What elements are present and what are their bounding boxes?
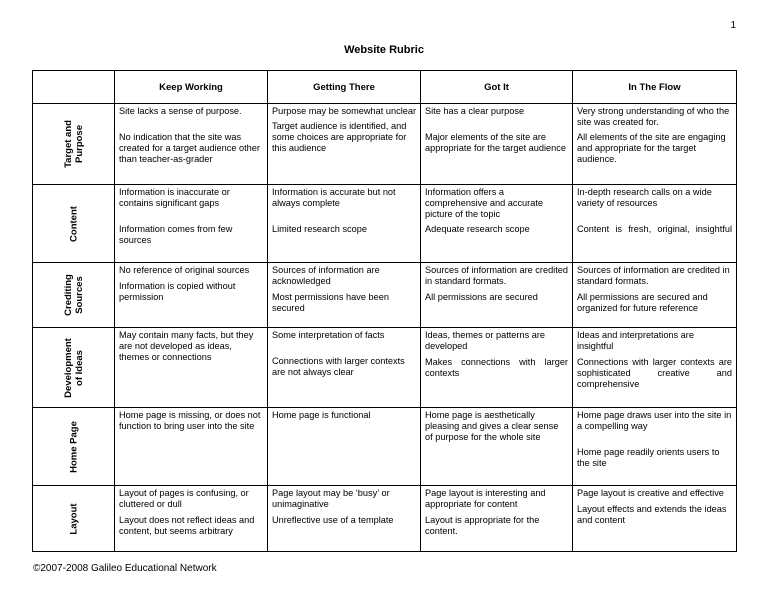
criterion-text: Information is copied without permission [119,281,236,302]
criterion-text: Sources of information are credited in standard formats. [577,265,730,286]
criterion-text: Information is inaccurate or contains significant gaps [119,187,230,208]
criterion-text: Page layout is creative and effective [577,488,724,498]
criterion-text: Information comes from few sources [119,224,233,245]
criterion-text: Adequate research scope [425,224,530,234]
column-header: In The Flow [573,71,737,104]
criterion-text: Ideas, themes or patterns are developed [425,330,546,351]
rubric-cell [115,263,268,328]
criterion-text: In-depth research calls on a wide variety of resources [577,187,712,208]
criterion-text: Home page is functional [272,410,371,420]
header-row [33,71,737,104]
criterion-text: Target audience is identified, and some choices are appropriate for this audience [272,121,407,153]
rubric-cell [268,408,421,486]
criterion-text: All permissions are secured [425,292,538,302]
rubric-cell [421,104,573,185]
rubric-row-crediting-sources [33,263,737,328]
row-header [33,263,115,328]
rubric-cell [573,486,737,552]
row-label: Layout [68,502,79,535]
criterion-text: May contain many facts, but they are not developed as ideas, themes or connections [119,330,254,362]
rubric-cell [115,408,268,486]
rubric-cell [268,328,421,408]
rubric-cell [268,104,421,185]
criterion-text: Connections with larger contexts are not always clear [272,356,405,377]
criterion-text: Home page draws user into the site in a compelling way [577,410,732,431]
column-header: Got It [421,71,573,104]
criterion-text: Unreflective use of a template [272,515,394,525]
rubric-cell [421,328,573,408]
criterion-text: Very strong understanding of who the site was created for. [577,106,730,127]
rubric-cell [421,185,573,263]
row-header [33,486,115,552]
rubric-cell [573,185,737,263]
criterion-text: Home page readily orients users to the site [577,447,720,468]
rubric-row-content [33,185,737,263]
criterion-text: Page layout is interesting and appropriate for content [425,488,546,509]
criterion-text: Home page is aesthetically pleasing and gives a clear sense of purpose for the whole site [425,410,559,442]
row-label: Target and Purpose [62,120,85,168]
rubric-cell [421,486,573,552]
criterion-text: Page layout may be ‘busy’ or unimaginative [272,488,390,509]
rubric-cell [268,486,421,552]
criterion-text: Site has a clear purpose [425,106,525,116]
copyright-footer: ©2007-2008 Galileo Educational Network [33,563,217,574]
rubric-row-target-purpose [33,104,737,185]
criterion-text: Ideas and interpretations are insightful [577,330,694,351]
rubric-cell [573,328,737,408]
criterion-text: All permissions are secured and organized for future reference [577,292,708,313]
rubric-cell [268,185,421,263]
criterion-text: Sources of information are acknowledged [272,265,380,286]
criterion-text: Purpose may be somewhat unclear [272,106,417,116]
rubric-cell [573,408,737,486]
row-label: Home Page [68,420,79,473]
rubric-table [32,70,737,552]
rubric-cell [268,263,421,328]
criterion-text: Home page is missing, or does not function to bring user into the site [119,410,261,431]
row-label: Development of Ideas [62,337,85,398]
criterion-text: Some interpretation of facts [272,330,385,340]
row-header [33,104,115,185]
criterion-text: Layout is appropriate for the content. [425,515,540,536]
criterion-text: No indication that the site was created for a target audience other than teacher-as-grader [119,132,260,164]
header-corner [33,71,115,104]
rubric-cell [421,263,573,328]
criterion-text: Site lacks a sense of purpose. [119,106,242,116]
rubric-cell [573,263,737,328]
row-header [33,408,115,486]
document-title: Website Rubric [344,44,424,56]
row-header [33,328,115,408]
row-header [33,185,115,263]
criterion-text: Most permissions have been secured [272,292,389,313]
column-header: Getting There [268,71,421,104]
row-label: Crediting Sources [62,274,85,316]
criterion-text: Layout effects and extends the ideas and content [577,504,727,525]
rubric-cell [115,104,268,185]
criterion-text: Limited research scope [272,224,367,234]
rubric-row-layout [33,486,737,552]
rubric-cell [421,408,573,486]
row-label: Content [68,205,79,242]
criterion-text: Layout of pages is confusing, or cluttered or dull [119,488,249,509]
rubric-cell [115,328,268,408]
rubric-row-home-page [33,408,737,486]
rubric-cell [115,185,268,263]
criterion-text: Makes connections with larger contexts [425,357,568,378]
criterion-text: Information is accurate but not always complete [272,187,396,208]
column-header: Keep Working [115,71,268,104]
rubric-row-development-of-ideas [33,328,737,408]
criterion-text: Content is fresh, original, insightful [577,224,732,234]
criterion-text: No reference of original sources [119,265,250,275]
criterion-text: Sources of information are credited in standard formats. [425,265,568,286]
criterion-text: Connections with larger contexts are sophisticated creative and comprehensive [577,357,732,389]
rubric-cell [115,486,268,552]
criterion-text: Information offers a comprehensive and accurate picture of the topic [425,187,543,219]
rubric-cell [573,104,737,185]
criterion-text: All elements of the site are engaging and appropriate for the target audience. [577,132,726,164]
criterion-text: Major elements of the site are appropriate for the target audience [425,132,566,153]
page-number: 1 [730,20,736,31]
criterion-text: Layout does not reflect ideas and content, but seems arbitrary [119,515,255,536]
